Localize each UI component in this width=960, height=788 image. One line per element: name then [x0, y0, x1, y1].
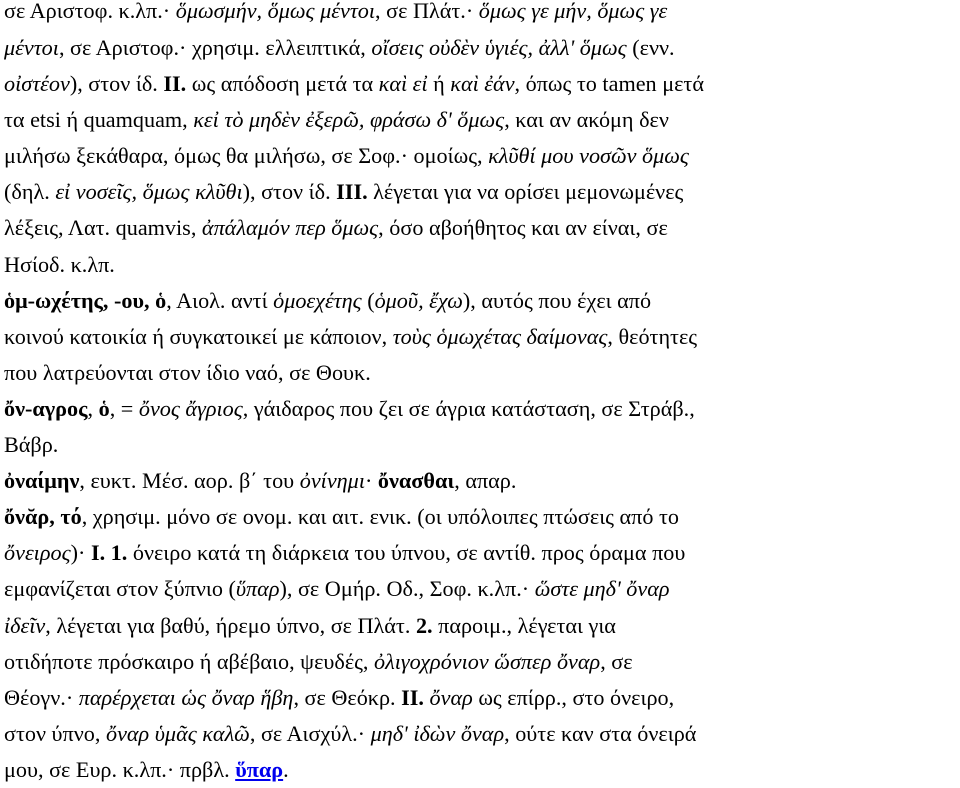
definition-text: λέξεις, Λατ. quamvis,	[4, 215, 202, 241]
definition-text: που λατρεύονται στον ίδιο ναό, σε Θουκ.	[4, 359, 371, 385]
text-line	[4, 355, 956, 391]
definition-text: , όσο αβοήθητος και αν είναι, σε	[378, 215, 668, 241]
definition-text: στον ύπνο,	[4, 720, 106, 746]
definition-text: )·	[70, 540, 91, 566]
definition-text: ή	[427, 71, 451, 97]
text-line	[4, 283, 956, 319]
cross-reference-link[interactable]: ὕπαρ	[235, 756, 284, 782]
definition-text: (ενν.	[626, 35, 675, 60]
definition-text: , Αιολ. αντί	[166, 287, 274, 313]
definition-text: ,	[87, 395, 99, 421]
definition-text: (	[361, 287, 375, 313]
text-line	[4, 752, 956, 788]
definition-text: ), στον ίδ.	[69, 71, 164, 97]
definition-text: οτιδήποτε πρόσκαιρο ή αβέβαιο, ψευδές,	[4, 648, 375, 674]
greek-citation: ὄναρ ὑμᾶς καλῶ	[105, 720, 250, 746]
greek-citation: ὁμοῦ, ἔχω	[374, 287, 463, 313]
greek-citation: μέντοι	[4, 35, 59, 60]
definition-text: παροιμ., λέγεται για	[432, 612, 616, 638]
headword-text: 2.	[415, 612, 433, 638]
definition-text: , σε Αισχύλ.·	[249, 720, 371, 746]
text-line	[4, 680, 956, 716]
greek-citation: οἴσεις οὐδὲν ὑγιές, ἀλλ' ὅμως	[371, 35, 627, 60]
greek-citation: καὶ εἰ	[378, 71, 428, 97]
text-line	[4, 391, 956, 427]
greek-citation: εἰ νοσεῖς, ὅμως κλῦθι	[55, 179, 243, 205]
definition-text: μιλήσω ξεκάθαρα, όμως θα μιλήσω, σε Σοφ.· ομοίως,	[4, 143, 489, 169]
text-line	[4, 30, 956, 66]
greek-citation: ὀνίνημι	[299, 468, 365, 494]
definition-text: (δηλ.	[4, 179, 56, 205]
text-line	[4, 463, 956, 499]
definition-text: .	[283, 756, 289, 782]
definition-text: , ούτε καν στα όνειρά	[504, 720, 697, 746]
text-line	[4, 247, 956, 283]
greek-citation: οἰστέον	[4, 71, 70, 97]
text-line	[4, 716, 956, 752]
definition-text: εμφανίζεται στον ξύπνιο (	[4, 576, 236, 602]
greek-citation: καὶ ἐάν	[450, 71, 515, 97]
text-line	[4, 210, 956, 246]
greek-citation: παρέρχεται ὡς ὄναρ ἥβη	[78, 684, 294, 710]
text-line	[4, 102, 956, 138]
definition-text: , και αν ακόμη δεν	[504, 107, 669, 133]
text-line	[4, 571, 956, 607]
definition-text: , σε Αριστοφ.· χρησιμ. ελλειπτικά,	[58, 35, 372, 60]
definition-text: , σε	[600, 648, 633, 674]
text-line	[4, 535, 956, 571]
definition-text: , =	[109, 395, 139, 421]
definition-text: , απαρ.	[454, 468, 517, 494]
definition-text: ·	[364, 468, 378, 494]
definition-text: , σε Θεόκρ.	[293, 684, 402, 710]
definition-text: όνειρο κατά τη διάρκεια του ύπνου, σε αντίθ. προς όραμα που	[127, 540, 686, 566]
greek-citation: ὀλιγοχρόνιον ὥσπερ ὄναρ	[374, 648, 601, 674]
definition-text: ως απόδοση μετά τα	[186, 71, 379, 97]
headword-text: ὄνασθαι	[377, 468, 455, 494]
definition-text: , θεότητες	[607, 323, 698, 349]
greek-citation: ὄνος ἄγριος	[138, 395, 243, 421]
headword-text: III.	[336, 179, 368, 205]
greek-citation: ὥστε μηδ' ὄναρ	[534, 576, 670, 602]
text-line	[4, 66, 956, 102]
greek-citation: ἀπάλαμόν περ ὅμως	[201, 215, 379, 241]
definition-text: κοινού κατοικία ή συγκατοικεί με κάποιον,	[4, 323, 393, 349]
definition-text: λέγεται για να ορίσει μεμονωμένες	[367, 179, 684, 205]
definition-text: , χρησιμ. μόνο σε ονομ. και αιτ. ενικ. (οι υπόλοιπες πτώσεις από το	[81, 504, 679, 530]
headword-text: ὄν-αγρος	[4, 395, 88, 421]
text-line	[4, 138, 956, 174]
headword-text: I. 1.	[90, 540, 128, 566]
definition-text: , λέγεται για βαθύ, ήρεμο ύπνο, σε Πλάτ.	[45, 612, 416, 638]
text-line	[4, 174, 956, 210]
greek-citation: ὅμως γε μήν, ὅμως γε	[478, 0, 668, 23]
definition-text: ), αυτός που έχει από	[462, 287, 652, 313]
greek-citation: ὕπαρ	[235, 576, 280, 602]
headword-text: ὀναίμην	[4, 468, 80, 494]
text-line	[4, 644, 956, 680]
greek-citation: τοὺς ὁμωχέτας δαίμονας	[392, 323, 608, 349]
greek-citation: μηδ' ἰδὼν ὄναρ	[370, 720, 505, 746]
definition-text: , ευκτ. Μέσ. αορ. β΄ του	[79, 468, 300, 494]
headword-text: ὄνᾰρ, τό	[4, 504, 82, 530]
definition-text: Θέογν.·	[4, 684, 79, 710]
greek-citation: ὁμοεχέτης	[273, 287, 362, 313]
definition-text: ), στον ίδ.	[242, 179, 337, 205]
definition-text: ως επίρρ., στο όνειρο,	[472, 684, 675, 710]
definition-text: Βάβρ.	[4, 432, 59, 458]
headword-text: II.	[163, 71, 187, 97]
text-line	[4, 608, 956, 644]
definition-text: σε Αριστοφ. κ.λπ.·	[4, 0, 176, 23]
greek-citation: κλῦθί μου νοσῶν ὅμως	[488, 143, 689, 169]
greek-citation: ὄναρ	[429, 684, 473, 710]
text-line	[4, 427, 956, 463]
definition-text: , σε Πλάτ.·	[375, 0, 479, 23]
text-line	[4, 0, 956, 30]
definition-text: , όπως το tamen μετά	[514, 71, 704, 97]
text-line	[4, 319, 956, 355]
definition-text: Ησίοδ. κ.λπ.	[4, 251, 115, 277]
headword-text: ὁμ-ωχέτης, -ου, ὁ	[4, 287, 167, 313]
definition-text: μου, σε Ευρ. κ.λπ.· πρβλ.	[4, 756, 236, 782]
definition-text: τα etsi ή quamquam,	[4, 107, 194, 133]
greek-citation: ἰδεῖν	[4, 612, 46, 638]
definition-text: , γάιδαρος που ζει σε άγρια κατάσταση, σε Στράβ.,	[242, 395, 695, 421]
definition-text: ), σε Ομήρ. Οδ., Σοφ. κ.λπ.·	[279, 576, 535, 602]
greek-citation: ὄνειρος	[4, 540, 71, 566]
headword-text: II.	[401, 684, 424, 710]
text-line	[4, 499, 956, 535]
headword-text: ὁ	[98, 395, 110, 421]
greek-citation: ὅμωσμήν, ὅμως μέντοι	[175, 0, 376, 23]
greek-citation: κεἰ τὸ μηδὲν ἐξερῶ, φράσω δ' ὅμως	[193, 107, 505, 133]
